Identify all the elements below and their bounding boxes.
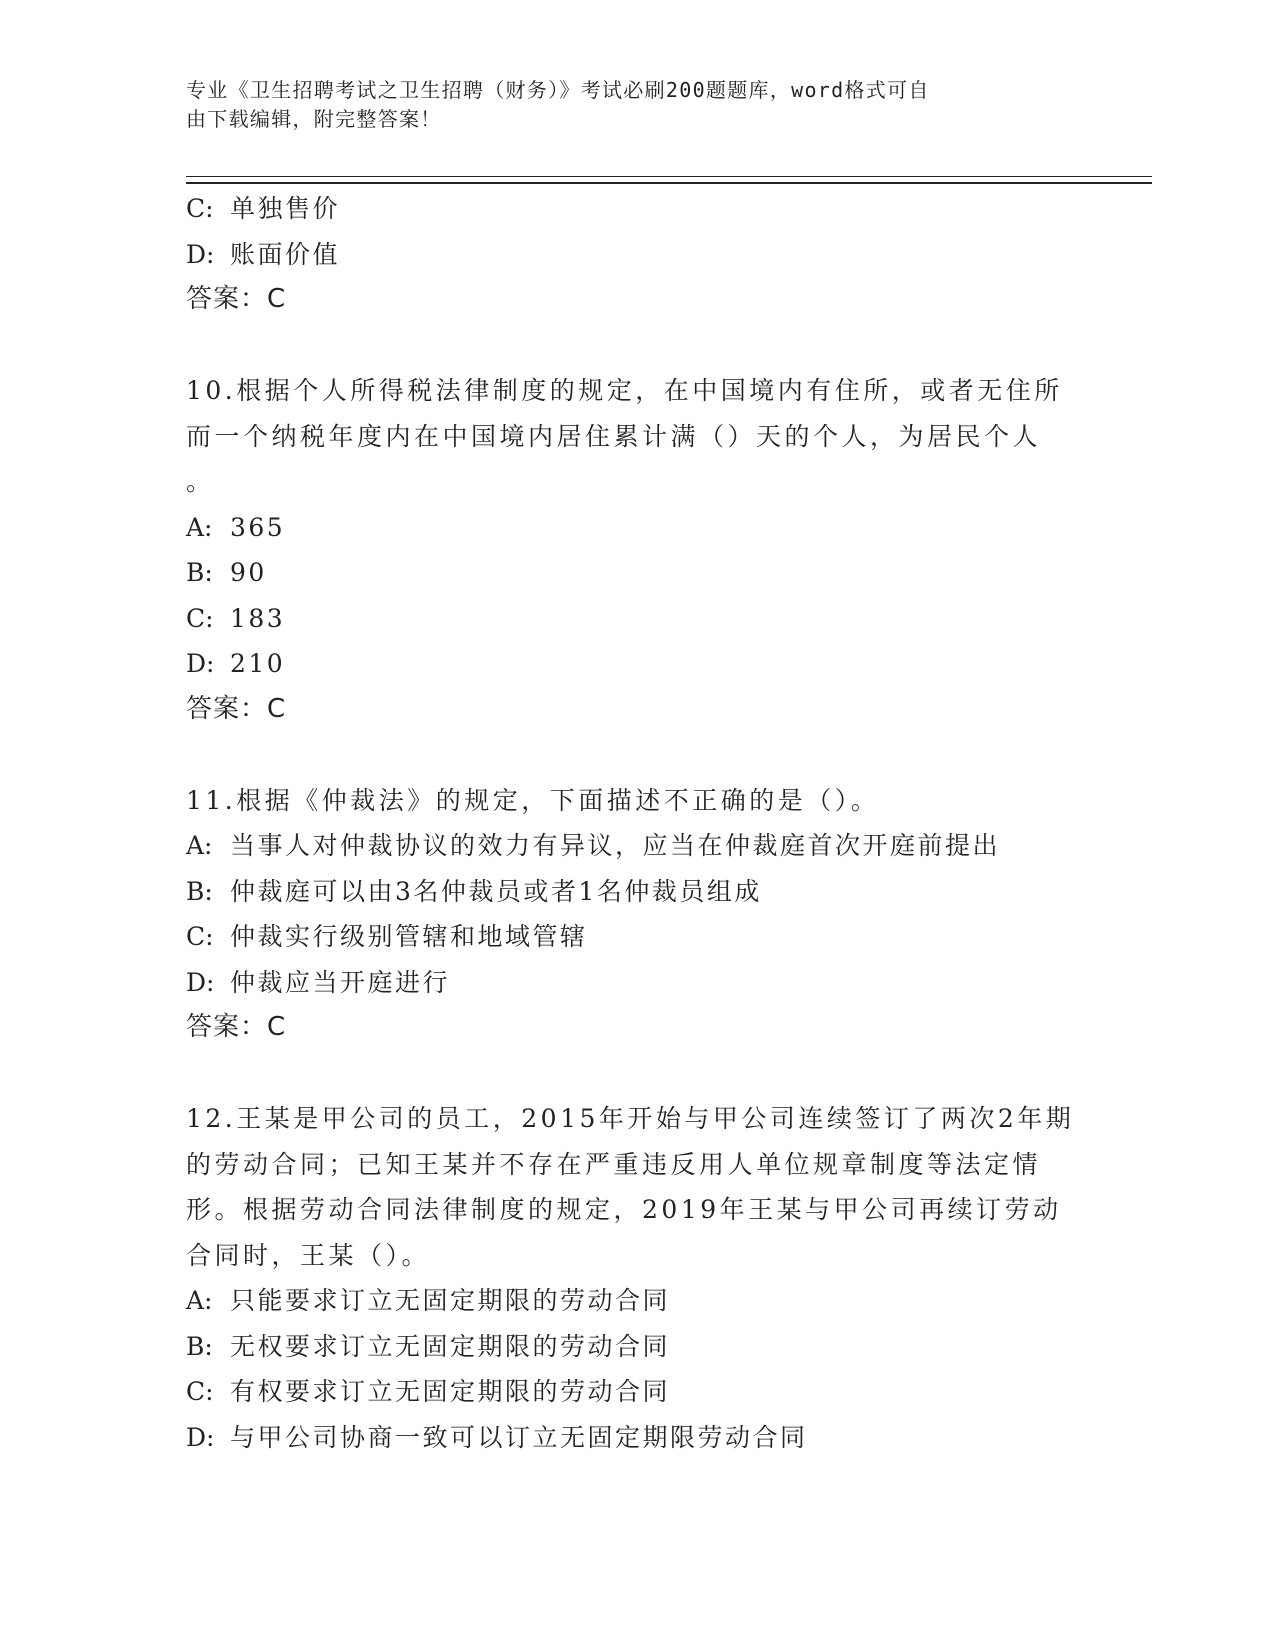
option-b: B: 90 (186, 558, 267, 587)
spacer (186, 1051, 1086, 1097)
answer: 答案：C (186, 693, 287, 724)
question-9-tail (186, 186, 1086, 323)
option-a: A: 只能要求订立无固定期限的劳动合同 (186, 1286, 671, 1315)
question-stem-line: 10.根据个人所得税法律制度的规定，在中国境内有住所，或者无住所 (186, 376, 1063, 405)
header-divider (186, 176, 1152, 184)
page-header (186, 76, 1066, 134)
question-12 (186, 1096, 1086, 1460)
option-d: D: 账面价值 (186, 239, 341, 269)
option-c: C: 仲裁实行级别管辖和地域管辖 (186, 922, 588, 951)
option-b: B: 无权要求订立无固定期限的劳动合同 (186, 1331, 671, 1361)
header-line-1: 专业《卫生招聘考试之卫生招聘（财务）》考试必刷200题题库，word格式可自 (186, 78, 930, 102)
spacer (186, 323, 1086, 369)
option-d: D: 与甲公司协商一致可以订立无固定期限劳动合同 (186, 1422, 808, 1452)
question-stem-line: 12.王某是甲公司的员工，2015年开始与甲公司连续签订了两次2年期 (186, 1104, 1075, 1133)
option-d: D: 仲裁应当开庭进行 (186, 967, 451, 997)
option-a: A: 365 (186, 512, 286, 542)
question-stem-line: 而一个纳税年度内在中国境内居住累计满（）天的个人，为居民个人 (186, 421, 1042, 451)
option-a: A: 当事人对仲裁协议的效力有异议，应当在仲裁庭首次开庭前提出 (186, 831, 1001, 860)
question-stem-line: 合同时，王某（）。 (186, 1240, 431, 1270)
option-c: C: 183 (186, 603, 286, 633)
question-stem-line: 。 (186, 467, 215, 496)
question-10 (186, 368, 1086, 732)
question-stem-line: 形。根据劳动合同法律制度的规定，2019年王某与甲公司再续订劳动 (186, 1195, 1062, 1224)
question-stem-line: 的劳动合同；已知王某并不存在严重违反用人单位规章制度等法定情 (186, 1149, 1042, 1179)
answer: 答案：C (186, 284, 287, 314)
answer: 答案：C (186, 1012, 287, 1042)
question-list (186, 186, 1086, 1460)
question-11 (186, 778, 1086, 1051)
option-c: C: 有权要求订立无固定期限的劳动合同 (186, 1377, 671, 1406)
option-b: B: 仲裁庭可以由3名仲裁员或者1名仲裁员组成 (186, 876, 762, 906)
question-stem-line: 11.根据《仲裁法》的规定，下面描述不正确的是（）。 (186, 785, 880, 815)
header-line-2: 由下载编辑，附完整答案！ (186, 107, 442, 131)
option-c: C: 单独售价 (186, 194, 341, 223)
spacer (186, 732, 1086, 778)
option-d: D: 210 (186, 649, 286, 678)
